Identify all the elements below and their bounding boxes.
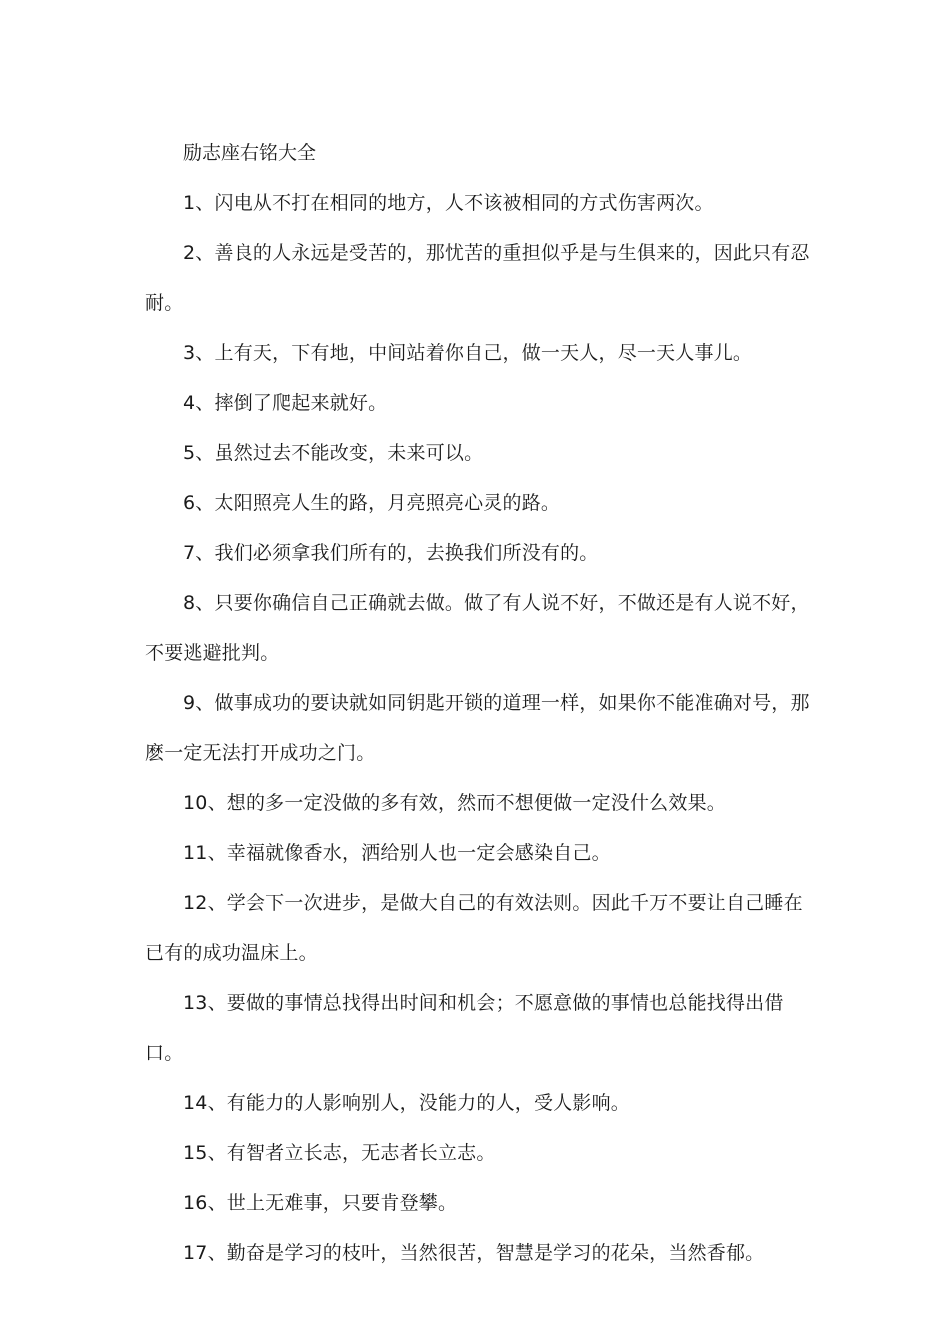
motto-item-3: 3、上有天，下有地，中间站着你自己，做一天人，尽一天人事儿。 [183, 342, 753, 364]
motto-item-15: 15、有智者立长志，无志者长立志。 [183, 1142, 496, 1164]
motto-item-10: 10、想的多一定没做的多有效，然而不想便做一定没什么效果。 [183, 792, 726, 814]
motto-item-13: 13、要做的事情总找得出时间和机会；不愿意做的事情也总能找得出借口。 [145, 992, 784, 1064]
motto-item-4: 4、摔倒了爬起来就好。 [183, 392, 388, 414]
motto-item-8: 8、只要你确信自己正确就去做。做了有人说不好，不做还是有人说不好，不要逃避批判。 [145, 592, 810, 664]
motto-item-7: 7、我们必须拿我们所有的，去换我们所没有的。 [183, 542, 599, 564]
motto-item-14: 14、有能力的人影响别人，没能力的人，受人影响。 [183, 1092, 630, 1114]
document-title: 励志座右铭大全 [183, 142, 317, 164]
motto-item-12: 12、学会下一次进步，是做大自己的有效法则。因此千万不要让自己睡在已有的成功温床上。 [145, 892, 803, 964]
motto-item-9: 9、做事成功的要诀就如同钥匙开锁的道理一样，如果你不能准确对号，那麽一定无法打开成功之门。 [145, 692, 810, 764]
motto-item-1: 1、闪电从不打在相同的地方，人不该被相同的方式伤害两次。 [183, 192, 714, 214]
motto-item-16: 16、世上无难事，只要肯登攀。 [183, 1192, 458, 1214]
motto-item-5: 5、虽然过去不能改变，未来可以。 [183, 442, 484, 464]
motto-item-11: 11、幸福就像香水，洒给别人也一定会感染自己。 [183, 842, 611, 864]
motto-item-2: 2、善良的人永远是受苦的，那忧苦的重担似乎是与生俱来的，因此只有忍耐。 [145, 242, 810, 314]
document-body [145, 128, 810, 1278]
motto-item-6: 6、太阳照亮人生的路，月亮照亮心灵的路。 [183, 492, 561, 514]
motto-item-17: 17、勤奋是学习的枝叶，当然很苦，智慧是学习的花朵，当然香郁。 [183, 1242, 765, 1264]
